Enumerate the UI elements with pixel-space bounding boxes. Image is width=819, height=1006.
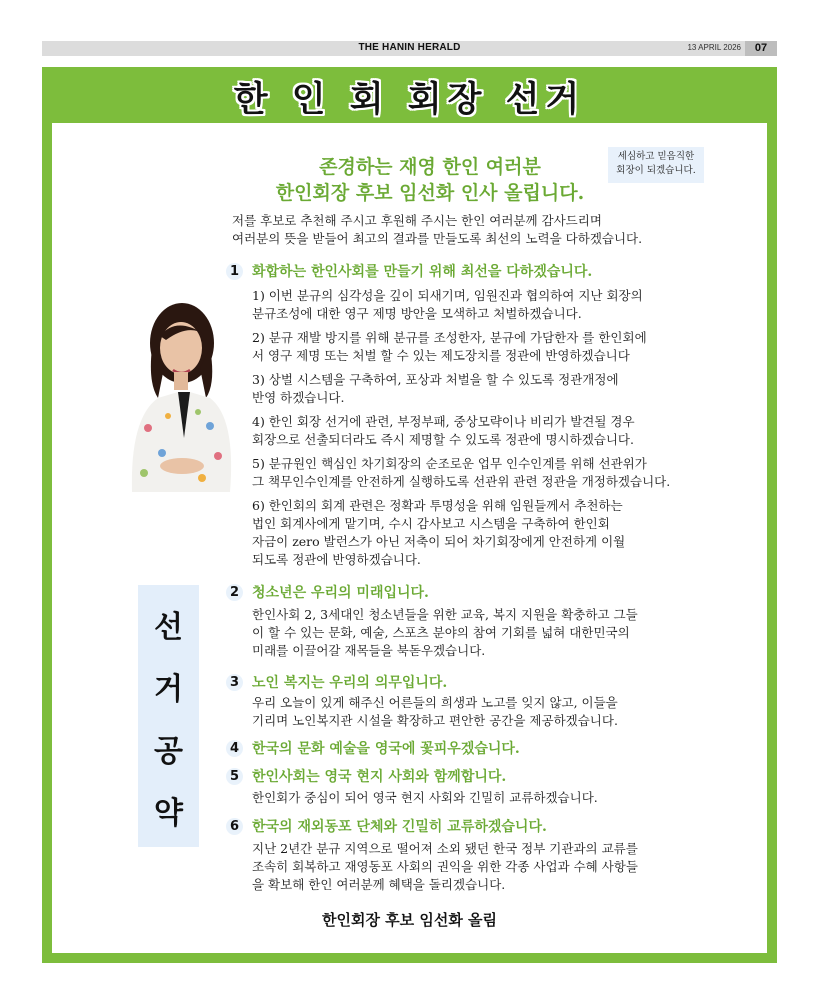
intro-line-2: 여러분의 뜻을 받들어 최고의 결과를 만들도록 최선의 노력을 다하겠습니다.	[232, 231, 643, 246]
sidebar-char: 공	[154, 734, 183, 769]
candidate-portrait	[118, 288, 242, 492]
pledge-number-2: 2	[226, 584, 243, 601]
pledge-number-5: 5	[226, 768, 243, 785]
pledge-title-4: 한국의 문화 예술을 영국에 꽃피우겠습니다.	[252, 741, 520, 757]
pledge-1-line: 되도록 정관에 반영하겠습니다.	[252, 552, 421, 567]
pledge-6-line: 지난 2년간 분규 지역으로 떨어져 소외 됐던 한국 정부 기관과의 교류를	[252, 841, 638, 856]
pledge-1-line: 1) 이번 분규의 심각성을 깊이 되새기며, 임원진과 협의하여 지난 회장의	[252, 288, 643, 303]
pledge-1-line: 분규조성에 대한 영구 제명 방안을 모색하고 처벌하겠습니다.	[252, 306, 582, 321]
election-pledges-sidebar	[138, 585, 199, 847]
headline: 한 인 회 회장 선거	[233, 80, 586, 120]
pledge-number-6: 6	[226, 818, 243, 835]
greeting-line-2: 한인회장 후보 임선화 인사 올립니다.	[275, 182, 585, 204]
pledge-1-line: 2) 분규 재발 방지를 위해 분규를 조성한자, 분규에 가담한자 를 한인회에	[252, 330, 647, 345]
pledge-title-2: 청소년은 우리의 미래입니다.	[252, 585, 429, 601]
pledge-2-line: 한인사회 2, 3세대인 청소년들을 위한 교육, 복지 지원을 확충하고 그들	[252, 607, 638, 622]
pledge-title-5: 한인사회는 영국 현지 사회와 함께합니다.	[252, 769, 507, 785]
pledge-2-line: 이 할 수 있는 문화, 예술, 스포츠 분야의 참여 기회를 넓혀 대한민국의	[252, 625, 630, 640]
sidebar-char: 선	[154, 610, 183, 645]
pledge-3-line: 기리며 노인복지관 시설을 확장하고 편안한 공간을 제공하겠습니다.	[252, 713, 618, 728]
slogan-badge	[608, 147, 704, 183]
pledge-1-line: 6) 한인회의 회계 관련은 정확과 투명성을 위해 임원들께서 추천하는	[252, 498, 623, 513]
pledge-title-3: 노인 복지는 우리의 의무입니다.	[252, 675, 448, 691]
page-number: 07	[745, 41, 777, 56]
pledge-title-6: 한국의 재외동포 단체와 긴밀히 교류하겠습니다.	[252, 819, 547, 835]
pledge-1-line: 반영 하겠습니다.	[252, 390, 345, 405]
pledge-1-line: 서 영구 제명 또는 처벌 할 수 있는 제도장치를 정관에 반영하겠습니다	[252, 348, 630, 363]
pledge-6-line: 을 확보해 한인 여러분께 혜택을 돌리겠습니다.	[252, 877, 506, 892]
pledge-3-line: 우리 오늘이 있게 해주신 어른들의 희생과 노고를 잊지 않고, 이들을	[252, 695, 618, 710]
slogan-line-2: 회장이 되겠습니다.	[616, 165, 696, 176]
pledge-1-line: 5) 분규원인 핵심인 차기회장의 순조로운 업무 인수인계를 위해 선관위가	[252, 456, 647, 471]
pledge-number-3: 3	[226, 674, 243, 691]
issue-date: 13 APRIL 2026	[687, 43, 741, 52]
pledge-1-line: 회장으로 선출되더라도 즉시 제명할 수 있도록 정관에 명시하겠습니다.	[252, 432, 634, 447]
sidebar-char: 약	[154, 796, 183, 831]
pledge-1-line: 3) 상벌 시스템을 구축하여, 포상과 처벌을 할 수 있도록 정관개정에	[252, 372, 619, 387]
signature: 한인회장 후보 임선화 올림	[321, 911, 498, 929]
pledge-6-line: 조속히 회복하고 재영동포 사회의 권익을 위한 각종 사업과 수혜 사항들	[252, 859, 638, 874]
pledge-1-line: 4) 한인 회장 선거에 관련, 부정부패, 중상모략이나 비리가 발견될 경우	[252, 414, 635, 429]
pledge-number-1: 1	[226, 263, 243, 280]
greeting-line-1: 존경하는 재영 한인 여러분	[319, 156, 541, 178]
pledge-title-1: 화합하는 한인사회를 만들기 위해 최선을 다하겠습니다.	[252, 264, 593, 280]
pledge-1-line: 자금이 zero 발런스가 아닌 저축이 되어 차기회장에게 안전하게 이월	[252, 534, 626, 549]
sidebar-char: 거	[154, 672, 183, 707]
newspaper-header-bar	[42, 41, 777, 56]
intro-line-1: 저를 후보로 추천해 주시고 후원해 주시는 한인 여러분께 감사드리며	[232, 213, 602, 228]
slogan-line-1: 세심하고 믿음직한	[617, 151, 695, 162]
pledge-number-4: 4	[226, 740, 243, 757]
pledge-1-line: 그 책무인수인계를 안전하게 실행하도록 선관위 관련 정관을 개정하겠습니다.	[252, 474, 671, 489]
pledge-2-line: 미래를 이끌어갈 재목들을 북돋우겠습니다.	[252, 643, 486, 658]
newspaper-name: THE HANIN HERALD	[358, 42, 461, 53]
pledge-5-line: 한인회가 중심이 되어 영국 현지 사회와 긴밀히 교류하겠습니다.	[252, 790, 598, 805]
pledge-1-line: 법인 회계사에게 맡기며, 수시 감사보고 시스템을 구축하여 한인회	[252, 516, 610, 531]
